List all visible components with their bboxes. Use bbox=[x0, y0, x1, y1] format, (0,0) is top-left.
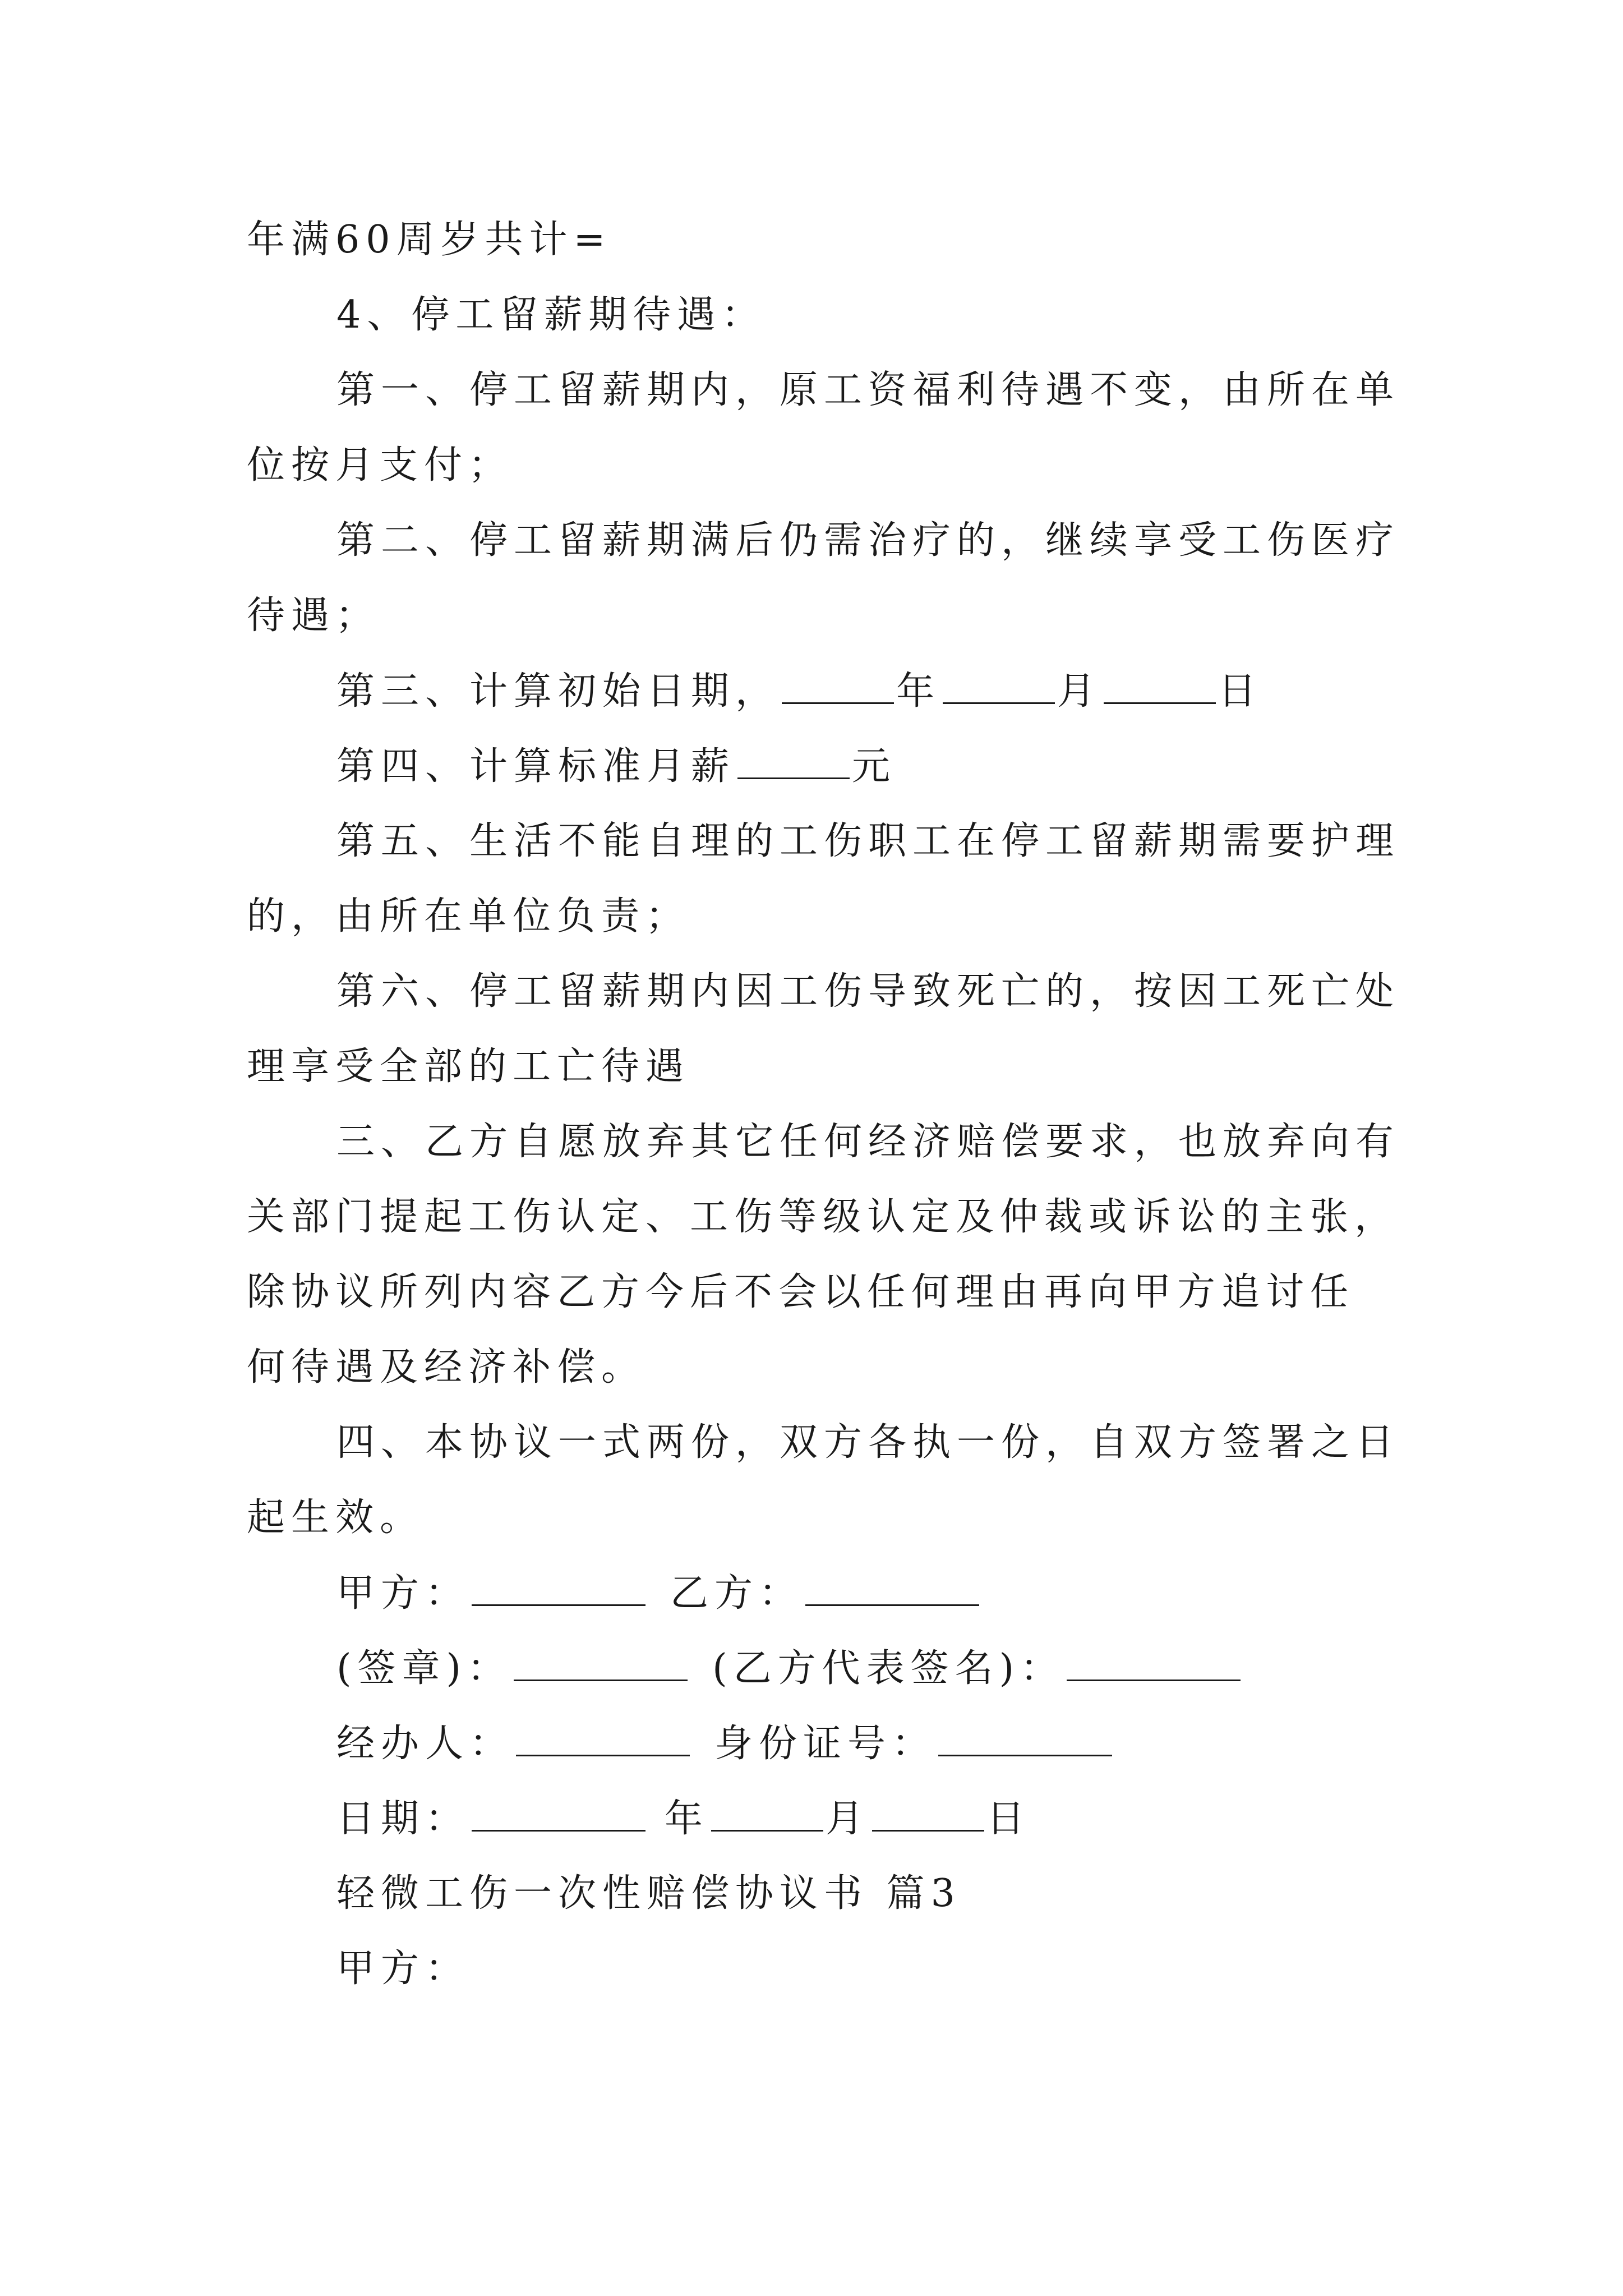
text-line: 关部门提起工伤认定、工伤等级认定及仲裁或诉讼的主张， bbox=[247, 1195, 1399, 1239]
date-label: 日期： bbox=[336, 1797, 470, 1841]
seal-label: (签章)： bbox=[336, 1646, 512, 1691]
party-b-rep-blank bbox=[1067, 1646, 1241, 1681]
month-blank bbox=[711, 1796, 823, 1832]
month-blank bbox=[943, 669, 1055, 704]
text-line: 第一、停工留薪期内，原工资福利待遇不变，由所在单 bbox=[336, 368, 1400, 412]
year-label: 年 bbox=[665, 1797, 709, 1841]
date-blank bbox=[472, 1796, 645, 1832]
text-line: 起生效。 bbox=[247, 1496, 425, 1540]
party-b-label: 乙方： bbox=[670, 1571, 804, 1616]
id-number-label: 身份证号： bbox=[714, 1722, 937, 1766]
text-line: 第五、生活不能自理的工伤职工在停工留薪期需要护理 bbox=[336, 819, 1400, 863]
section-title: 轻微工伤一次性赔偿协议书 篇3 bbox=[336, 1871, 961, 1916]
party-a-blank bbox=[472, 1571, 645, 1606]
text-line: 理享受全部的工亡待遇 bbox=[247, 1045, 690, 1089]
party-b-rep-label: (乙方代表签名)： bbox=[712, 1646, 1065, 1691]
party-b-blank bbox=[805, 1571, 979, 1606]
salary-label: 第四、计算标准月薪 bbox=[336, 744, 736, 789]
day-label: 日 bbox=[1218, 669, 1263, 714]
date-line bbox=[336, 1796, 1031, 1842]
text-line: 位按月支付； bbox=[247, 443, 513, 487]
start-date-label: 第三、计算初始日期， bbox=[336, 669, 780, 714]
day-label: 日 bbox=[986, 1797, 1031, 1841]
text-line: 三、乙方自愿放弃其它任何经济赔偿要求，也放弃向有 bbox=[336, 1120, 1400, 1164]
year-blank bbox=[782, 669, 894, 704]
day-blank bbox=[872, 1796, 984, 1832]
year-label: 年 bbox=[896, 669, 941, 714]
text-line: 第六、停工留薪期内因工伤导致死亡的，按因工死亡处 bbox=[336, 969, 1400, 1014]
yuan-label: 元 bbox=[852, 744, 897, 789]
text-line: 待遇； bbox=[247, 593, 380, 638]
text-line: 的，由所在单位负责； bbox=[247, 894, 690, 938]
monthly-salary-line bbox=[336, 744, 896, 789]
month-label: 月 bbox=[826, 1797, 870, 1841]
section-heading: 4、停工留薪期待遇： bbox=[336, 293, 766, 337]
handler-id-line bbox=[336, 1721, 1114, 1766]
text-line: 何待遇及经济补偿。 bbox=[247, 1345, 646, 1389]
handler-blank bbox=[516, 1721, 690, 1756]
seal-signature-line bbox=[336, 1646, 1243, 1691]
handler-label: 经办人： bbox=[336, 1722, 514, 1766]
party-signature-line bbox=[336, 1571, 981, 1616]
day-blank bbox=[1104, 669, 1216, 704]
start-date-line bbox=[336, 669, 1262, 714]
text-line: 四、本协议一式两份，双方各执一份，自双方签署之日 bbox=[336, 1420, 1400, 1465]
id-number-blank bbox=[938, 1721, 1112, 1756]
text-line: 第二、停工留薪期满后仍需治疗的，继续享受工伤医疗 bbox=[336, 518, 1400, 563]
salary-blank bbox=[737, 744, 850, 779]
month-label: 月 bbox=[1057, 669, 1102, 714]
party-a-label: 甲方： bbox=[336, 1571, 470, 1616]
seal-blank bbox=[514, 1646, 688, 1681]
text-line: 年满60周岁共计= bbox=[247, 218, 612, 262]
text-line: 除协议所列内容乙方今后不会以任何理由再向甲方追讨任 bbox=[247, 1270, 1355, 1314]
party-a-heading: 甲方： bbox=[336, 1947, 470, 1991]
